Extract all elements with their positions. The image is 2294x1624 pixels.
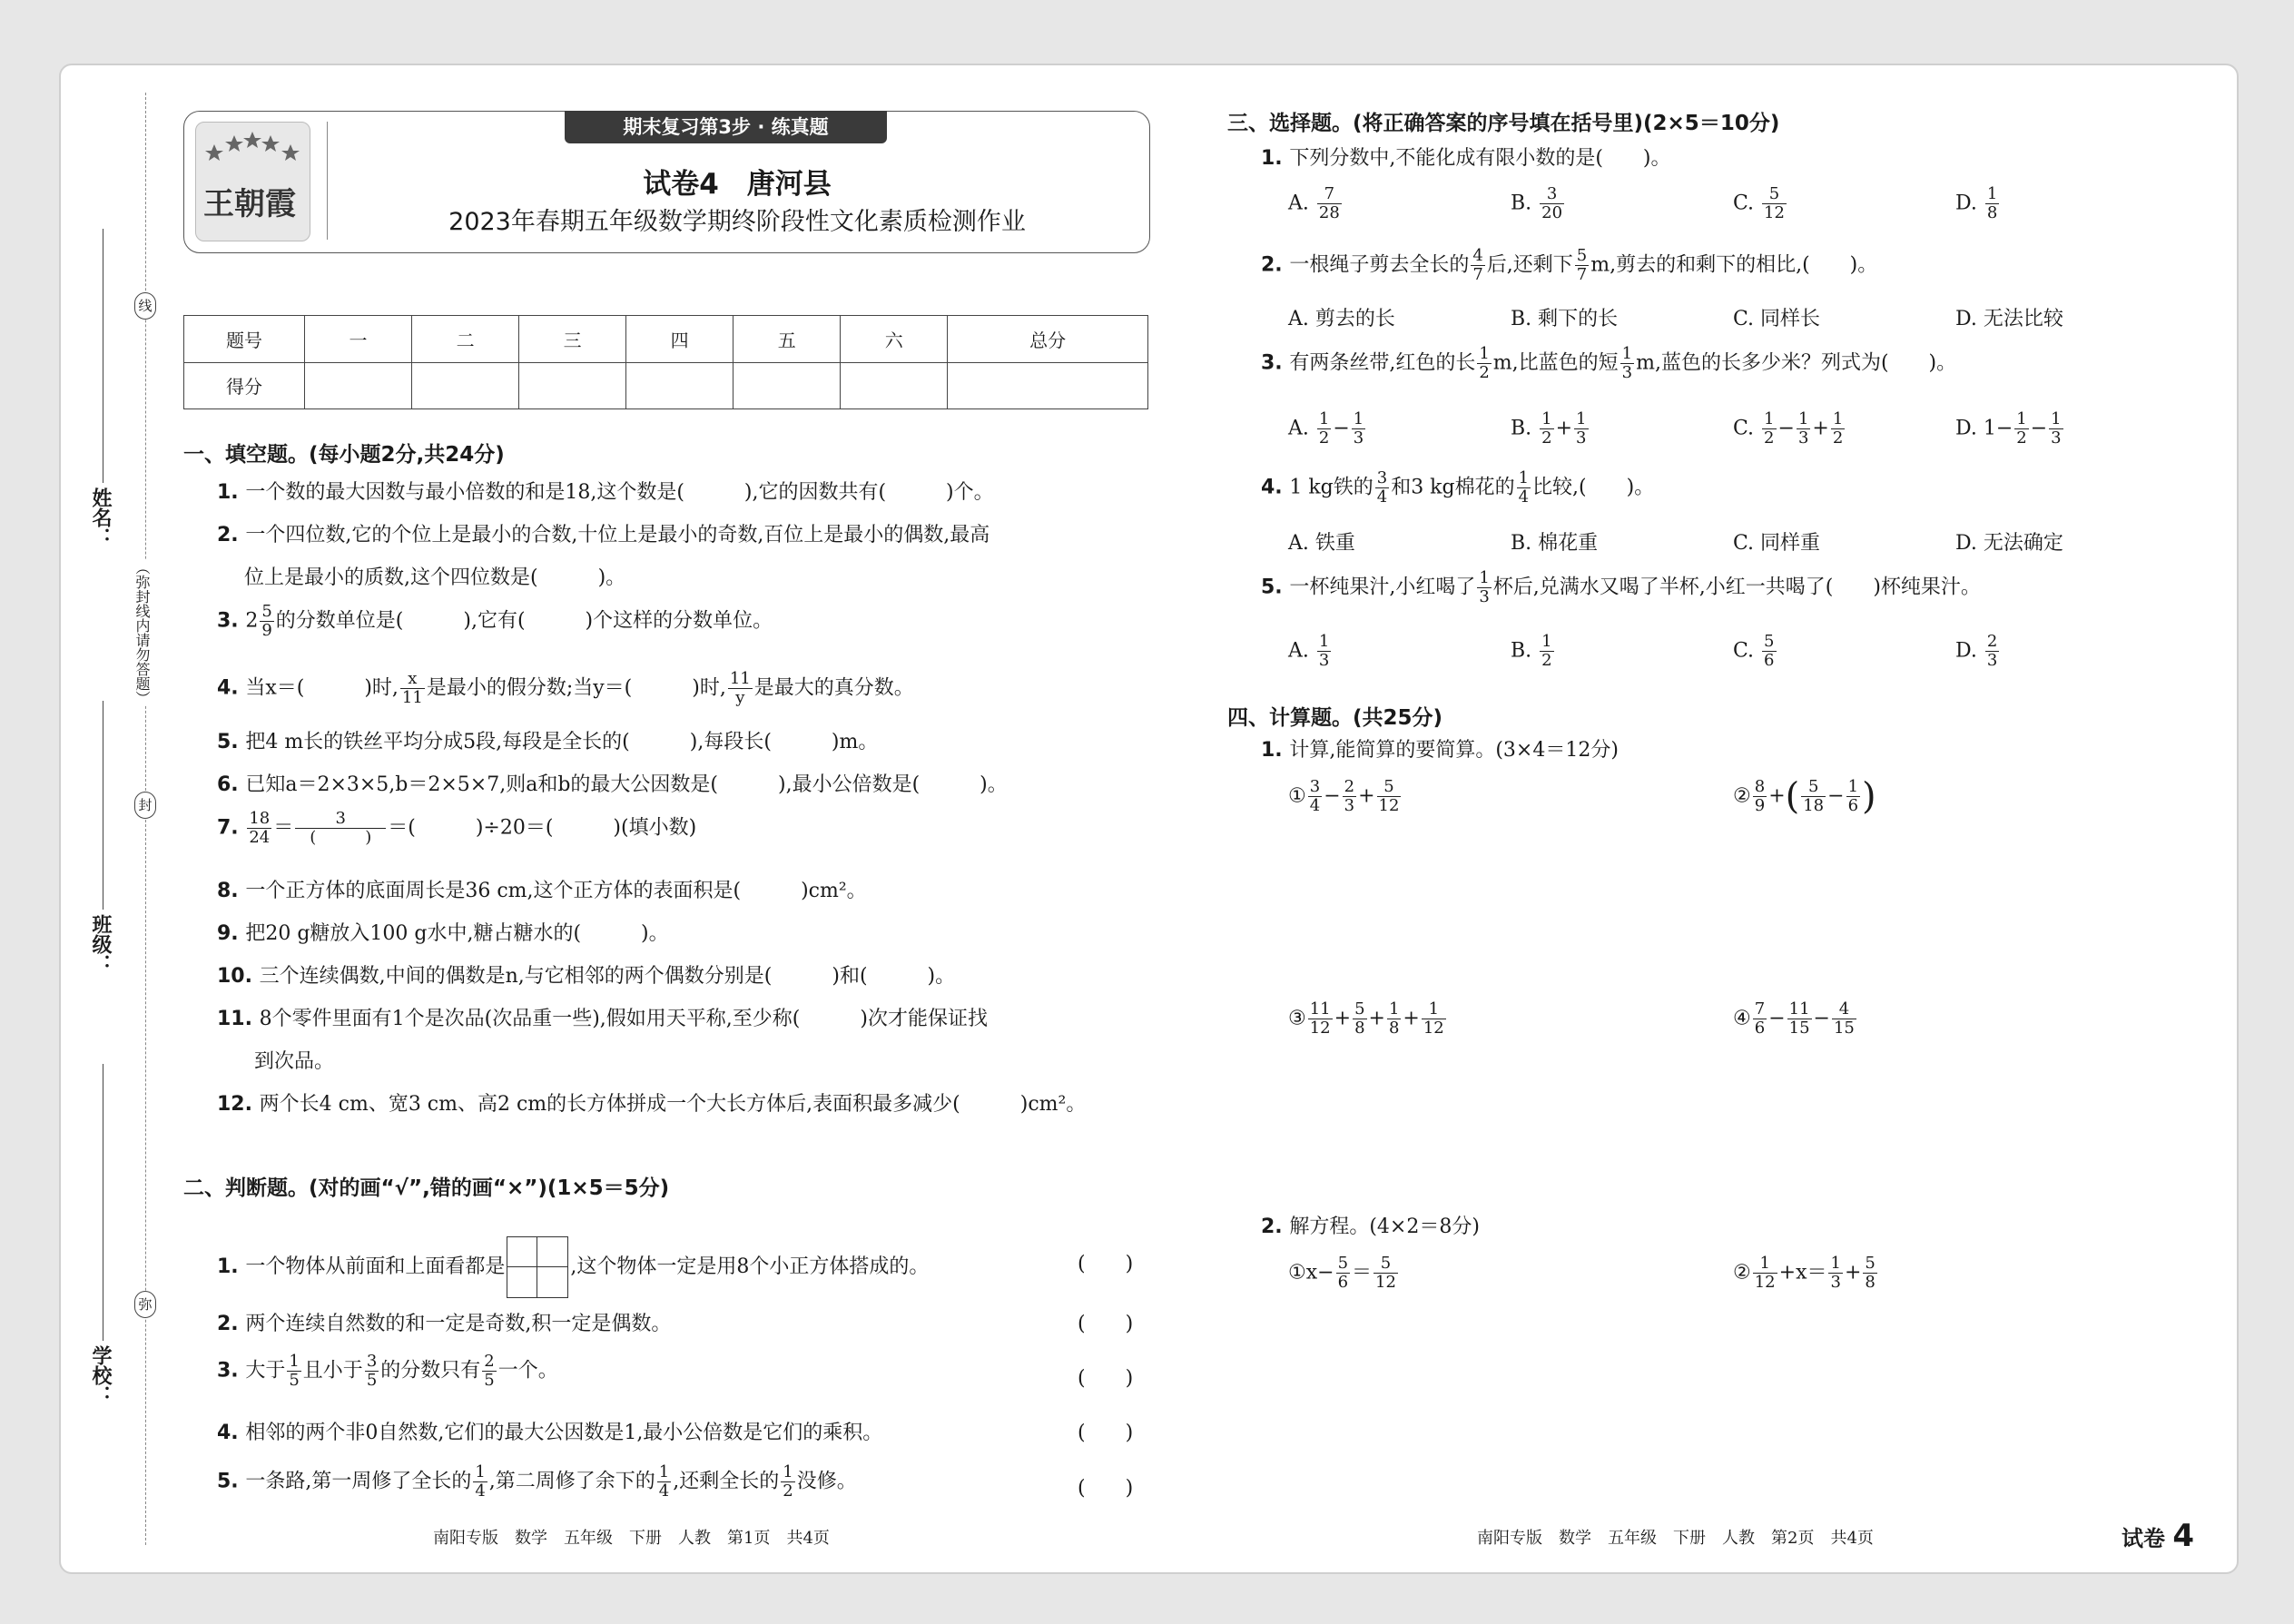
q-text: m,剪去的和剩下的相比,( )。 [1590,253,1878,277]
q-text: 一条路,第一周修了全长的 [245,1470,472,1493]
numerator: x [400,670,425,689]
score-cell[interactable] [519,362,626,409]
option[interactable]: D. 1− $\frac{1}{2}$ − $\frac{1}{3}$ [1955,409,2062,448]
seal-mark-line: 线 [134,292,156,320]
q-text: 三个连续偶数,中间的偶数是n,与它相邻的两个偶数分别是( )和( )。 [259,965,956,988]
option[interactable]: C. $\frac{5}{12}$ [1733,184,1785,222]
denominator: 11 [401,688,423,707]
score-cell[interactable] [733,362,841,409]
q-text: 一根绳子剪去全长的 [1289,253,1470,277]
question: 9. 把20 g糖放入100 g水中,糖占糖水的( )。 [217,922,669,945]
exam-title: 试卷4 唐河县 [643,168,832,201]
q-text: 一个四位数,它的个位上是最小的合数,十位上是最小的奇数,百位上是最小的偶数,最高 [245,524,990,546]
score-table [183,315,1148,409]
q-text: 和3 kg棉花的 [1391,476,1515,499]
denominator: ( ) [310,828,372,847]
calc-problem: ④ $\frac{7}{6}$ − $\frac{11}{15}$ − $\frac{4}{15}$ [1733,999,1855,1038]
q-text: 把4 m长的铁丝平均分成5段,每段是全长的( ),每段长( )m。 [245,731,879,753]
numerator: 5 [261,602,272,621]
q-text: ＝( )÷20＝( )(填小数) [388,816,697,840]
exam-subtitle: 2023年春期五年级数学期终阶段性文化素质检测作业 [448,208,1026,236]
score-table-header: 题号 [184,316,305,363]
option[interactable]: A. $\frac{7}{28}$ [1288,184,1340,222]
q-text: 是最大的真分数。 [753,676,914,700]
name-label: 姓名： [89,487,112,547]
q-text: 杯后,兑满水又喝了半杯,小红一共喝了( )杯纯果汁。 [1492,576,1981,599]
answer-paren[interactable]: ( ) [1078,1313,1134,1335]
publisher-logo [195,122,310,241]
question: 11. 8个零件里面有1个是次品(次品重一些),假如用天平称,至少称( )次才能保证找 [217,1008,988,1030]
q-text: 是最小的假分数;当y＝( )时, [426,676,726,700]
answer-paren[interactable]: ( ) [1078,1367,1134,1390]
question: 7. $\frac{18}{24}$ ＝ $\frac{3}{( )}$ ＝( )÷20＝( )(填小数) [217,809,697,847]
answer-paren[interactable]: ( ) [1078,1422,1134,1444]
logo-text: 王朝霞 [203,186,296,222]
seal-mark-seal: 封 [134,792,156,819]
header-divider [327,122,328,240]
option[interactable]: A. 铁重 [1288,532,1355,555]
q-text: 当x＝( )时, [245,676,399,700]
q-text: 的分数单位是( ),它有( )个这样的分数单位。 [275,609,773,633]
option[interactable]: A. 剪去的长 [1288,308,1395,330]
q-text: 下列分数中,不能化成有限小数的是( )。 [1289,147,1671,170]
score-row-label: 得分 [184,362,305,409]
question: 3. 2 $\frac{5}{9}$ 的分数单位是( ),它有( )个这样的分数单位。 [217,602,773,640]
q-text: 的分数只有 [380,1359,481,1383]
q-text: ,还剩全长的 [673,1470,780,1493]
question: 1. 一个物体从前面和上面看都是 ,这个物体一定是用8个小正方体搭成的。 [217,1236,929,1298]
badge-label: 试卷 [2122,1526,2165,1551]
question: 6. 已知a＝2×3×5,b＝2×5×7,则a和b的最大公因数是( ),最小公倍数是( )。 [217,773,1008,796]
q-text: m,蓝色的长多少米？列式为( )。 [1636,351,1957,375]
q-text: 有两条丝带,红色的长 [1289,351,1476,375]
question: 1. 下列分数中,不能化成有限小数的是( )。 [1261,147,1671,170]
school-label: 学校： [89,1345,112,1405]
q-text: 1 kg铁的 [1289,476,1373,499]
option[interactable]: A. $\frac{1}{2}$ − $\frac{1}{3}$ [1288,409,1364,448]
score-table-header: 三 [519,316,626,363]
section3-title: 三、选择题。(将正确答案的序号填在括号里)(2×5＝10分) [1227,112,1780,135]
score-cell[interactable] [948,362,1148,409]
option[interactable]: A. $\frac{1}{3}$ [1288,632,1330,670]
option[interactable]: C. 同样重 [1733,532,1821,555]
equation: ② $\frac{1}{12}$ +x＝ $\frac{1}{3}$ + $\frac{5}{8}$ [1733,1254,1876,1292]
question: 12. 两个长4 cm、宽3 cm、高2 cm的长方体拼成一个大长方体后,表面积最多减少( )cm²。 [217,1093,1087,1116]
question: 3. 有两条丝带,红色的长 $\frac{1}{2}$ m,比蓝色的短 $\frac{1}{3}$ m,蓝色的长多少米？列式为( )。 [1261,344,1957,382]
calc-problem: ③ $\frac{11}{12}$ + $\frac{5}{8}$ + $\frac{1}{8}$ + $\frac{1}{12}$ [1288,999,1444,1038]
question: 4. 1 kg铁的 $\frac{3}{4}$ 和3 kg棉花的 $\frac{1}{4}$ 比较,( )。 [1261,468,1655,507]
q-text: 两个连续自然数的和一定是奇数,积一定是偶数。 [245,1313,672,1335]
option[interactable]: C. 同样长 [1733,308,1821,330]
score-table-header: 一 [305,316,412,363]
question: 4. 当x＝( )时, $\frac{x}{11}$ 是最小的假分数;当y＝( )时, $\frac{11}{y}$ 是最大的真分数。 [217,669,914,707]
question-cont: 位上是最小的质数,这个四位数是( )。 [244,566,626,589]
q-text: ,这个物体一定是用8个小正方体搭成的。 [570,1255,930,1278]
q-text: 2 [245,609,259,633]
footer-right: 南阳专版 数学 五年级 下册 人教 第2页 共4页 [1477,1529,1874,1548]
q-text: 一个数的最大因数与最小倍数的和是18,这个数是( ),它的因数共有( )个。 [245,481,994,504]
question: 8. 一个正方体的底面周长是36 cm,这个正方体的表面积是( )cm²。 [217,880,867,902]
q-text: 计算,能简算的要简算。(3×4＝12分) [1289,739,1619,762]
score-table-header-row [184,316,1148,363]
q-text: 8个零件里面有1个是次品(次品重一些),假如用天平称,至少称( )次才能保证找 [259,1008,988,1030]
score-table-header: 二 [412,316,519,363]
calc-problem: ① $\frac{3}{4}$ − $\frac{2}{3}$ + $\frac{5}{12}$ [1288,777,1400,815]
option[interactable]: B. $\frac{3}{20}$ [1511,184,1563,222]
seal-mark-close: 弥 [134,1291,156,1318]
option[interactable]: D. 无法比较 [1955,308,2063,330]
square-view-icon [507,1236,568,1298]
footer-left: 南阳专版 数学 五年级 下册 人教 第1页 共4页 [433,1529,830,1548]
q-text: 一杯纯果汁,小红喝了 [1289,576,1476,599]
denominator: y [735,688,745,707]
subquestion: 1. 计算,能简算的要简算。(3×4＝12分) [1261,739,1619,762]
q-text: 解方程。(4×2＝8分) [1289,1216,1480,1238]
answer-paren[interactable]: ( ) [1078,1253,1134,1275]
header-banner: 期末复习第3步 · 练真题 [565,111,887,143]
q-text: 已知a＝2×3×5,b＝2×5×7,则a和b的最大公因数是( ),最小公倍数是( )。 [245,773,1008,796]
option[interactable]: C. $\frac{1}{2}$ − $\frac{1}{3}$ + $\frac{1}{2}$ [1733,409,1844,448]
fraction: $\frac{2}{5}$ [484,1352,495,1390]
q-text: m,比蓝色的短 [1492,351,1619,375]
fraction: $\frac{1}{5}$ [289,1352,300,1390]
class-label: 班级： [89,914,112,974]
fraction [728,670,753,707]
q-text: 后,还剩下 [1486,253,1573,277]
badge-number: 4 [2172,1518,2195,1554]
section4-title: 四、计算题。(共25分) [1227,706,1443,730]
denominator: 9 [261,621,272,640]
score-table-header: 六 [841,316,948,363]
q-text: ,第二周修了余下的 [488,1470,655,1493]
section2-title: 二、判断题。(对的画“√”,错的画“×”)(1×5＝5分) [183,1176,670,1200]
q-text: 相邻的两个非0自然数,它们的最大公因数是1,最小公倍数是它们的乘积。 [245,1422,883,1444]
q-text: 没修。 [796,1470,857,1493]
fraction: $\frac{1}{4}$ [475,1462,486,1501]
q-text: 比较,( )。 [1532,476,1655,499]
fraction [260,603,273,640]
question: 10. 三个连续偶数,中间的偶数是n,与它相邻的两个偶数分别是( )和( )。 [217,965,956,988]
fraction: $\frac{1}{2}$ [783,1462,793,1501]
answer-paren[interactable]: ( ) [1078,1477,1134,1500]
option[interactable]: B. $\frac{1}{2}$ [1511,632,1552,670]
numerator: 3 [295,810,386,829]
score-table-row [184,362,1148,409]
option[interactable]: B. 棉花重 [1511,532,1599,555]
score-cell[interactable] [841,362,948,409]
question: 2. 两个连续自然数的和一定是奇数,积一定是偶数。 [217,1313,672,1335]
fraction [247,810,271,847]
fraction: $\frac{1}{4}$ [658,1462,670,1501]
option[interactable]: B. $\frac{1}{2}$ + $\frac{1}{3}$ [1511,409,1587,448]
fraction: $\frac{3}{5}$ [366,1352,378,1390]
question-cont: 到次品。 [254,1050,335,1073]
subquestion: 2. 解方程。(4×2＝8分) [1261,1216,1480,1238]
score-cell[interactable] [626,362,733,409]
q-text: 一个。 [497,1359,558,1383]
question: 5. 一杯纯果汁,小红喝了 $\frac{1}{3}$ 杯后,兑满水又喝了半杯,小红一共喝了( )杯纯果汁。 [1261,568,1981,606]
numerator: 11 [729,669,751,688]
question: 5. 把4 m长的铁丝平均分成5段,每段是全长的( ),每段长( )m。 [217,731,879,753]
q-text: 且小于 [302,1359,363,1383]
q-text: 两个长4 cm、宽3 cm、高2 cm的长方体拼成一个大长方体后,表面积最多减少( )cm²。 [259,1093,1087,1116]
q-text: 把20 g糖放入100 g水中,糖占糖水的( )。 [245,922,669,945]
score-cell[interactable] [412,362,519,409]
q-text: 大于 [245,1359,286,1383]
option[interactable]: B. 剩下的长 [1511,308,1619,330]
paper-badge [2122,1518,2194,1554]
question: 1. 一个数的最大因数与最小倍数的和是18,这个数是( ),它的因数共有( )个。 [217,481,994,504]
option[interactable]: D. 无法确定 [1955,532,2063,555]
q-text: 一个物体从前面和上面看都是 [245,1255,506,1278]
section1-title: 一、填空题。(每小题2分,共24分) [183,443,505,467]
numerator: 18 [249,809,271,828]
score-table-header: 五 [733,316,841,363]
question: 2. 一个四位数,它的个位上是最小的合数,十位上是最小的奇数,百位上是最小的偶数,最高 [217,524,990,546]
question: 4. 相邻的两个非0自然数,它们的最大公因数是1,最小公倍数是它们的乘积。 [217,1422,883,1444]
fraction [295,810,386,847]
question: 3. 大于 $\frac{1}{5}$ 且小于 $\frac{3}{5}$ 的分数只有 $\frac{2}{5}$ 一个。 [217,1352,558,1390]
q-text: 一个正方体的底面周长是36 cm,这个正方体的表面积是( )cm²。 [245,880,867,902]
exam-sheet [59,64,2239,1574]
fraction [400,670,425,707]
score-table-header: 四 [626,316,733,363]
star-icon [196,126,310,162]
question: 5. 一条路,第一周修了全长的 $\frac{1}{4}$ ,第二周修了余下的 $\frac{1}{4}$ ,还剩全长的 $\frac{1}{2}$ 没修。 [217,1462,857,1501]
option[interactable]: C. $\frac{5}{6}$ [1733,632,1775,670]
score-table-header: 总分 [948,316,1148,363]
question: 2. 一根绳子剪去全长的 $\frac{4}{7}$ 后,还剩下 $\frac{5}{7}$ m,剪去的和剩下的相比,( )。 [1261,246,1878,284]
seal-notice: （弥封线内请勿答题） [133,560,151,705]
option[interactable]: D. $\frac{1}{8}$ [1955,184,1998,222]
calc-problem: ② $\frac{8}{9}$ +( $\frac{5}{18}$ − $\frac{1}{6}$ ) [1733,775,1876,818]
denominator: 24 [249,828,271,847]
option[interactable]: D. $\frac{2}{3}$ [1955,632,1998,670]
equation: ①x− $\frac{5}{6}$ ＝ $\frac{5}{12}$ [1288,1254,1396,1292]
score-cell[interactable] [305,362,412,409]
